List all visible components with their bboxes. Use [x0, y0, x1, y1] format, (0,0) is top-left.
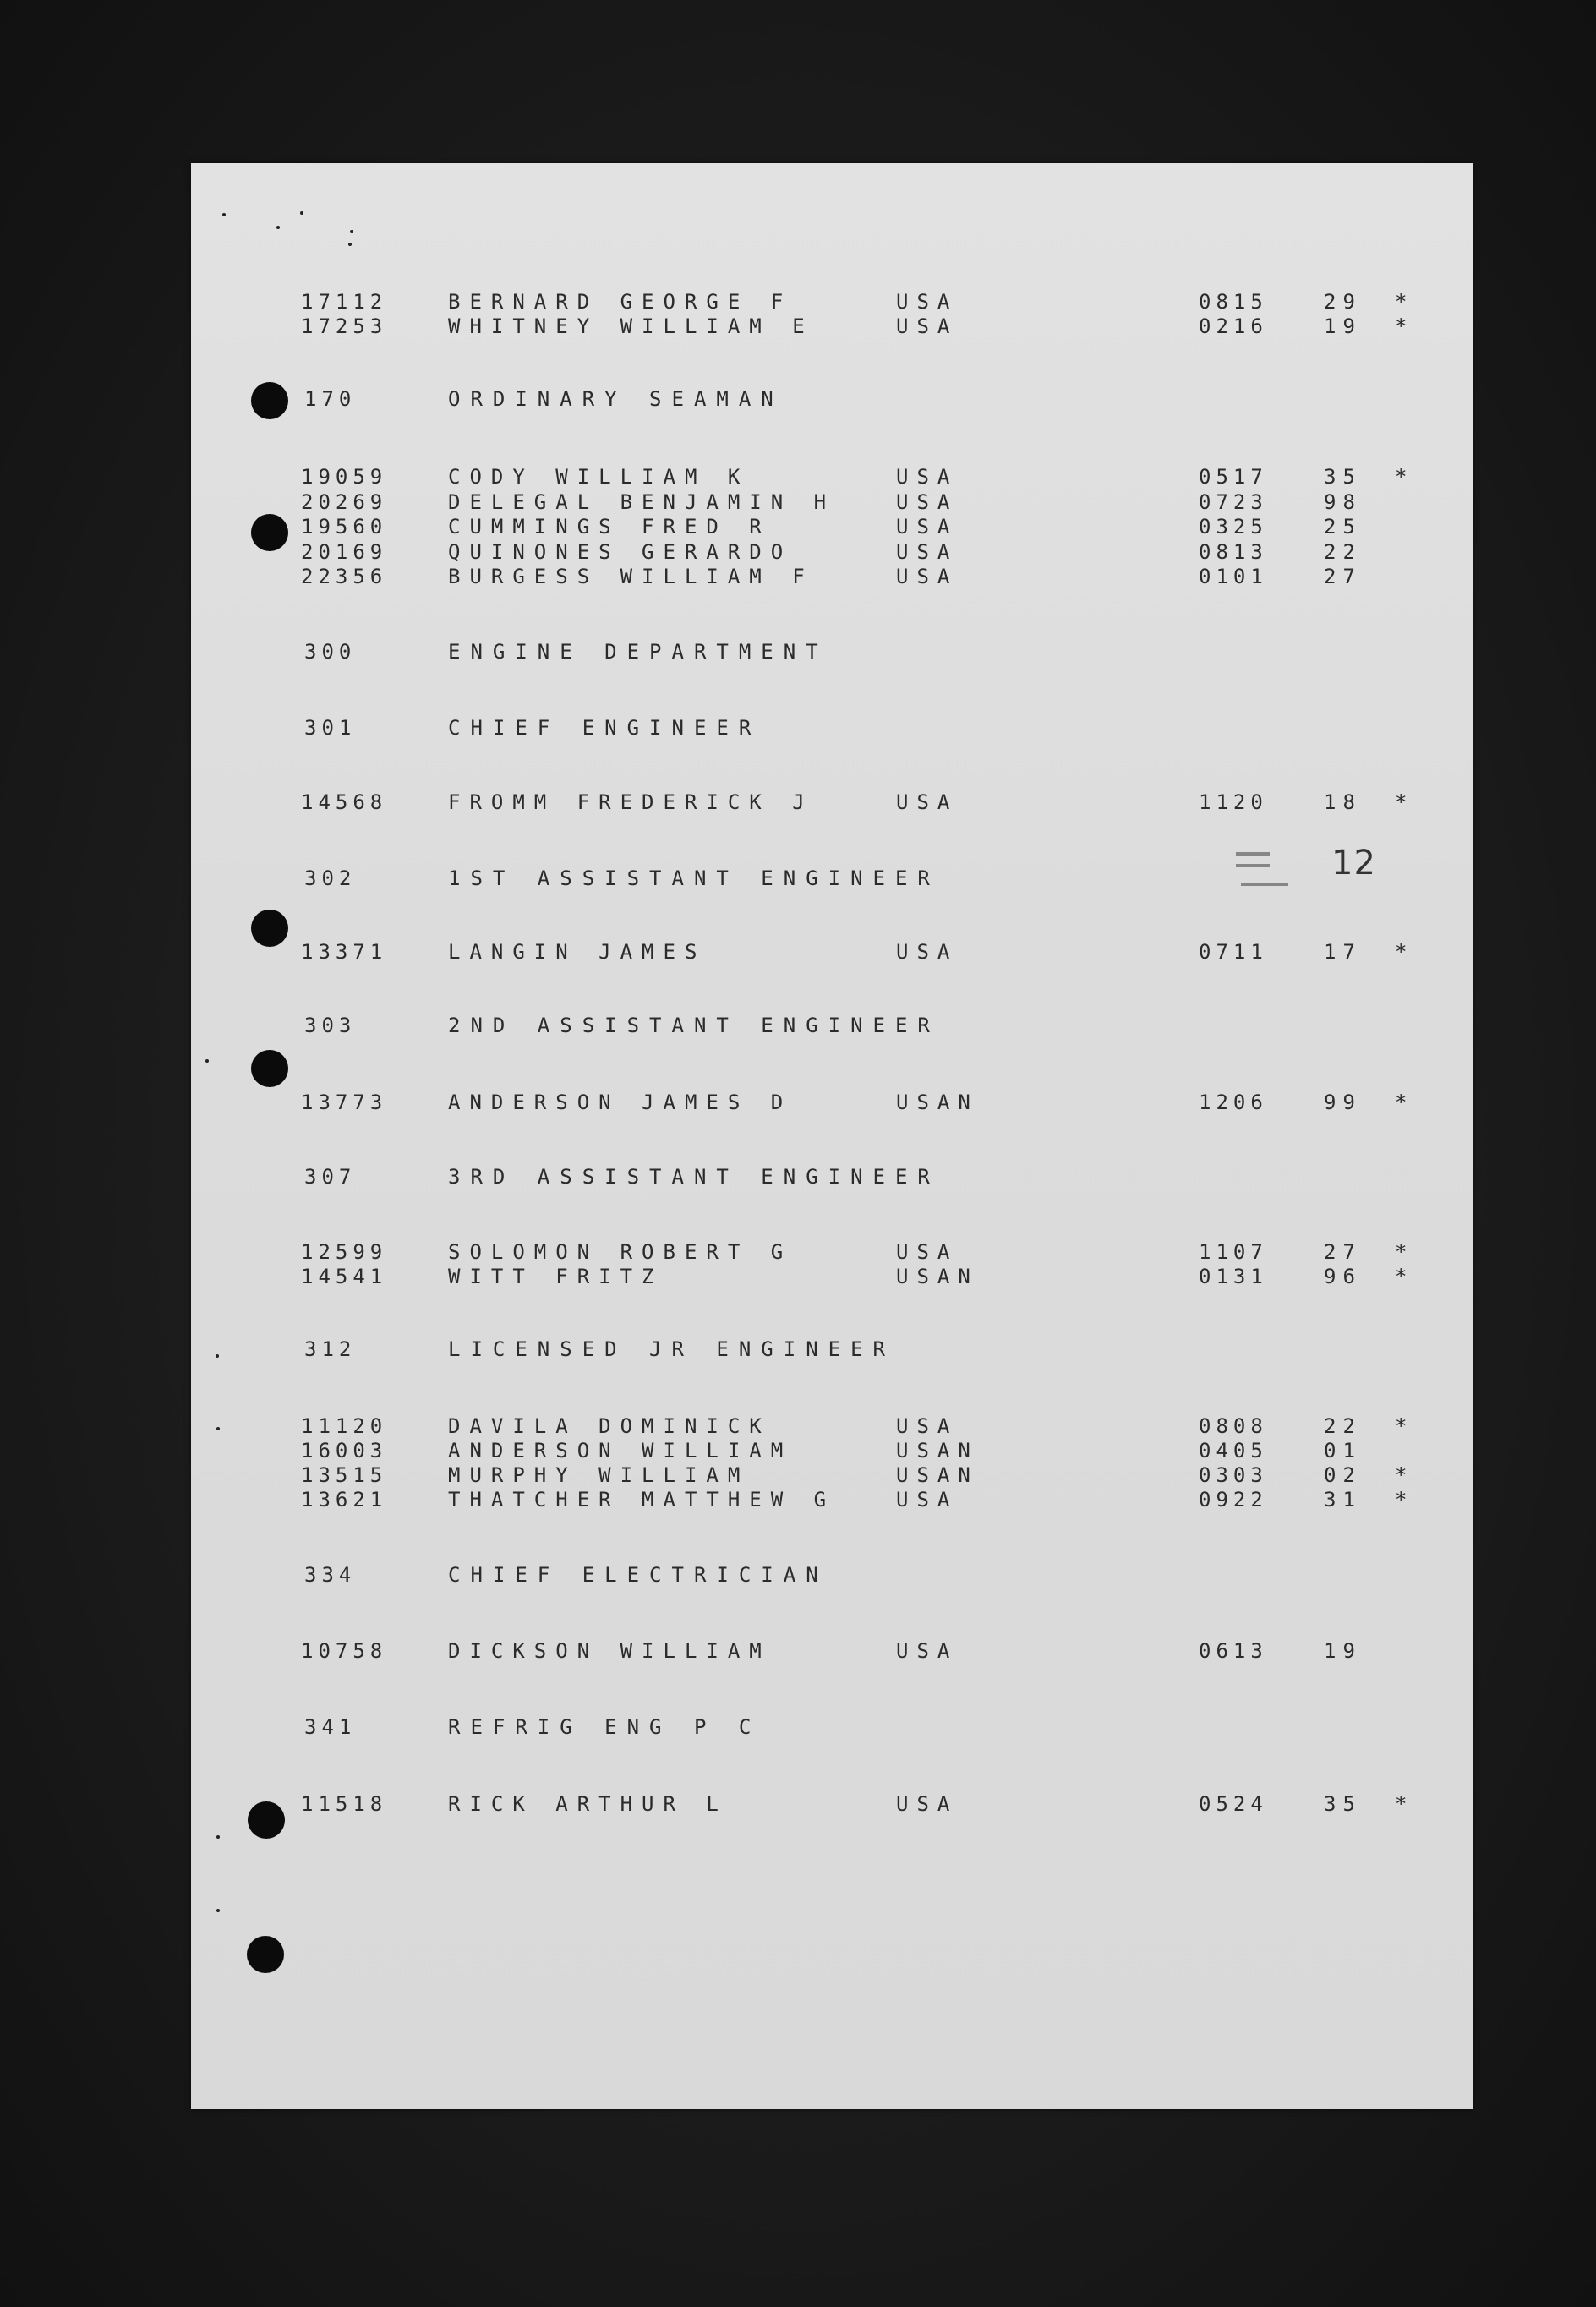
entry-mark: * [1395, 465, 1408, 489]
dust-speck [216, 1835, 220, 1839]
entry-number: 22356 [301, 565, 388, 588]
dust-speck [216, 1909, 220, 1912]
entry-mark: * [1395, 790, 1408, 814]
dust-speck [222, 213, 226, 216]
dust-speck [348, 243, 352, 246]
entry-number: 13515 [301, 1463, 388, 1487]
entry-date: 0613 [1199, 1639, 1268, 1663]
entry-number: 17112 [301, 290, 388, 314]
entry-number: 19059 [301, 465, 388, 489]
entry-name: THATCHER MATTHEW G [448, 1488, 836, 1512]
entry-name: DAVILA DOMINICK [448, 1414, 771, 1438]
pencil-mark [1236, 852, 1270, 856]
entry-mark: * [1395, 1463, 1408, 1487]
section-title: 3RD ASSISTANT ENGINEER [448, 1165, 940, 1189]
entry-mark: * [1395, 290, 1408, 314]
entry-name: SOLOMON ROBERT G [448, 1240, 793, 1264]
entry-name: WITT FRITZ [448, 1265, 664, 1288]
entry-nationality: USA [896, 1240, 959, 1264]
entry-age: 02 [1324, 1463, 1362, 1487]
entry-date: 0815 [1199, 290, 1268, 314]
entry-age: 98 [1324, 490, 1362, 514]
section-code: 303 [304, 1014, 357, 1037]
entry-name: BERNARD GEORGE F [448, 290, 793, 314]
entry-number: 13773 [301, 1091, 388, 1114]
entry-number: 13621 [301, 1488, 388, 1512]
entry-date: 0216 [1199, 314, 1268, 338]
entry-age: 22 [1324, 540, 1362, 564]
entry-age: 01 [1324, 1439, 1362, 1462]
entry-date: 0101 [1199, 565, 1268, 588]
entry-number: 10758 [301, 1639, 388, 1663]
entry-date: 0813 [1199, 540, 1268, 564]
entry-name: FROMM FREDERICK J [448, 790, 814, 814]
entry-name: CODY WILLIAM K [448, 465, 750, 489]
entry-nationality: USA [896, 565, 959, 588]
section-title: ENGINE DEPARTMENT [448, 640, 828, 664]
section-title: 1ST ASSISTANT ENGINEER [448, 866, 940, 890]
entry-date: 0723 [1199, 490, 1268, 514]
entry-nationality: USA [896, 314, 959, 338]
entry-mark: * [1395, 1792, 1408, 1816]
entry-number: 13371 [301, 940, 388, 964]
section-title: CHIEF ENGINEER [448, 716, 762, 740]
entry-date: 0711 [1199, 940, 1268, 964]
entry-name: MURPHY WILLIAM [448, 1463, 750, 1487]
entry-date: 1107 [1199, 1240, 1268, 1264]
entry-name: ANDERSON JAMES D [448, 1091, 793, 1114]
entry-name: DELEGAL BENJAMIN H [448, 490, 836, 514]
entry-nationality: USAN [896, 1091, 979, 1114]
entry-age: 19 [1324, 1639, 1362, 1663]
entry-nationality: USA [896, 1414, 959, 1438]
entry-date: 0303 [1199, 1463, 1268, 1487]
entry-nationality: USAN [896, 1439, 979, 1462]
entry-name: DICKSON WILLIAM [448, 1639, 771, 1663]
punch-hole [251, 910, 288, 947]
entry-date: 0922 [1199, 1488, 1268, 1512]
entry-age: 35 [1324, 1792, 1362, 1816]
section-code: 302 [304, 866, 357, 890]
entry-date: 0325 [1199, 515, 1268, 538]
entry-age: 29 [1324, 290, 1362, 314]
entry-number: 20269 [301, 490, 388, 514]
entry-date: 0405 [1199, 1439, 1268, 1462]
entry-name: QUINONES GERARDO [448, 540, 793, 564]
entry-nationality: USA [896, 1792, 959, 1816]
entry-nationality: USA [896, 490, 959, 514]
dust-speck [216, 1427, 220, 1430]
page-number: 12 [1331, 844, 1376, 883]
section-code: 170 [304, 387, 357, 411]
entry-name: RICK ARTHUR L [448, 1792, 728, 1816]
entry-age: 96 [1324, 1265, 1362, 1288]
punch-hole [251, 1050, 288, 1087]
entry-age: 99 [1324, 1091, 1362, 1114]
entry-age: 25 [1324, 515, 1362, 538]
entry-mark: * [1395, 314, 1408, 338]
section-title: CHIEF ELECTRICIAN [448, 1563, 828, 1587]
entry-age: 19 [1324, 314, 1362, 338]
punch-hole [248, 1801, 285, 1839]
entry-date: 1206 [1199, 1091, 1268, 1114]
section-title: ORDINARY SEAMAN [448, 387, 784, 411]
section-code: 307 [304, 1165, 357, 1189]
entry-nationality: USA [896, 790, 959, 814]
section-title: REFRIG ENG P C [448, 1715, 762, 1739]
entry-number: 16003 [301, 1439, 388, 1462]
entry-number: 14541 [301, 1265, 388, 1288]
entry-number: 11518 [301, 1792, 388, 1816]
entry-nationality: USA [896, 940, 959, 964]
entry-date: 0517 [1199, 465, 1268, 489]
entry-mark: * [1395, 1488, 1408, 1512]
punch-hole [247, 1936, 284, 1973]
entry-age: 27 [1324, 1240, 1362, 1264]
dust-speck [216, 1354, 219, 1358]
entry-nationality: USA [896, 465, 959, 489]
entry-mark: * [1395, 1414, 1408, 1438]
entry-date: 0524 [1199, 1792, 1268, 1816]
entry-number: 14568 [301, 790, 388, 814]
entry-age: 35 [1324, 465, 1362, 489]
entry-nationality: USA [896, 1639, 959, 1663]
entry-date: 0808 [1199, 1414, 1268, 1438]
entry-age: 18 [1324, 790, 1362, 814]
entry-nationality: USAN [896, 1463, 979, 1487]
entry-age: 22 [1324, 1414, 1362, 1438]
entry-nationality: USA [896, 1488, 959, 1512]
entry-nationality: USA [896, 540, 959, 564]
entry-nationality: USA [896, 290, 959, 314]
entry-date: 0131 [1199, 1265, 1268, 1288]
section-code: 341 [304, 1715, 357, 1739]
entry-date: 1120 [1199, 790, 1268, 814]
pencil-mark [1241, 883, 1288, 886]
entry-name: BURGESS WILLIAM F [448, 565, 814, 588]
punch-hole [251, 382, 288, 419]
section-title: 2ND ASSISTANT ENGINEER [448, 1014, 940, 1037]
entry-number: 19560 [301, 515, 388, 538]
entry-mark: * [1395, 1265, 1408, 1288]
entry-name: ANDERSON WILLIAM [448, 1439, 793, 1462]
entry-age: 31 [1324, 1488, 1362, 1512]
pencil-mark [1236, 864, 1270, 867]
entry-age: 27 [1324, 565, 1362, 588]
dust-speck [276, 226, 280, 229]
entry-nationality: USAN [896, 1265, 979, 1288]
dust-speck [205, 1059, 209, 1063]
entry-age: 17 [1324, 940, 1362, 964]
entry-number: 20169 [301, 540, 388, 564]
entry-name: LANGIN JAMES [448, 940, 707, 964]
section-title: LICENSED JR ENGINEER [448, 1337, 895, 1361]
entry-mark: * [1395, 940, 1408, 964]
section-code: 300 [304, 640, 357, 664]
section-code: 334 [304, 1563, 357, 1587]
entry-name: CUMMINGS FRED R [448, 515, 771, 538]
entry-mark: * [1395, 1091, 1408, 1114]
section-code: 301 [304, 716, 357, 740]
dust-speck [350, 230, 353, 233]
section-code: 312 [304, 1337, 357, 1361]
entry-mark: * [1395, 1240, 1408, 1264]
entry-nationality: USA [896, 515, 959, 538]
document-page [191, 163, 1473, 2109]
entry-number: 11120 [301, 1414, 388, 1438]
entry-number: 17253 [301, 314, 388, 338]
entry-number: 12599 [301, 1240, 388, 1264]
entry-name: WHITNEY WILLIAM E [448, 314, 814, 338]
punch-hole [251, 514, 288, 551]
dust-speck [300, 211, 303, 215]
